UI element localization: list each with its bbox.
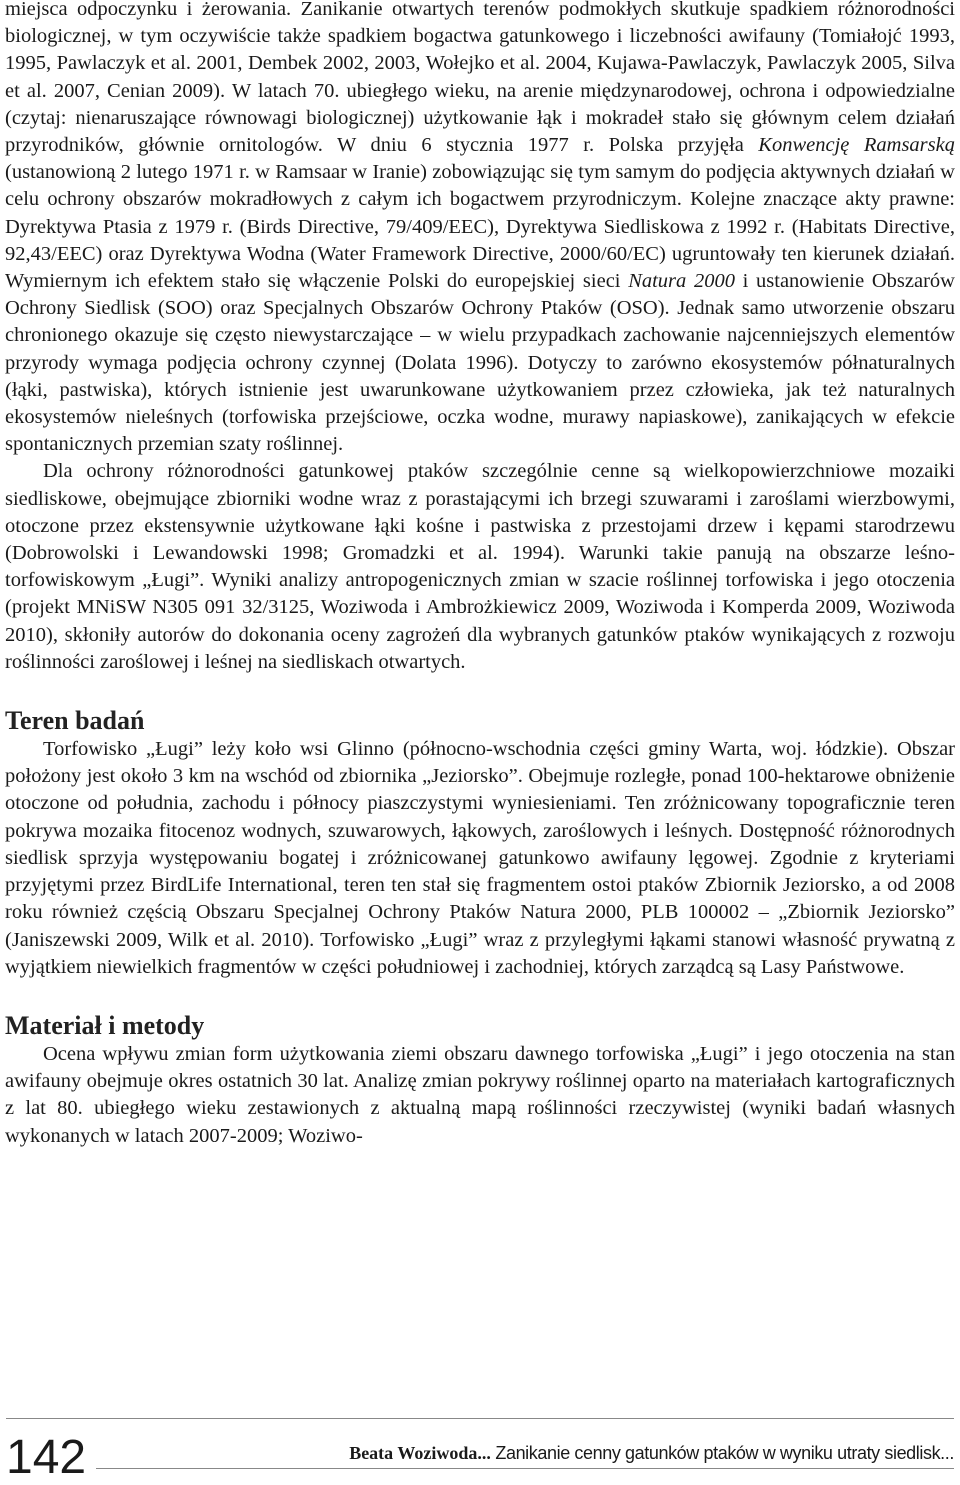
running-title-underline bbox=[96, 1468, 954, 1469]
section-teren-paragraph: Torfowisko „Ługi” leży koło wsi Glinno (północno-wschodnia części gminy Warta, woj. łódzkie). Obszar położony jest około 3 km na wschód od zbiornika „Jeziorsko”. Obejmuje rozległe, ponad 100-hektarowe obniżenie otoczone od południa, zachodu i północy piaszczystymi wyniesieniami. Ten zróżnicowany topograficznie teren pokrywa mozaika fitocenoz wodnych, szuwarowych, łąkowych, zaroślowych i leśnych. Dostępność różnorodnych siedlisk sprzyja występowaniu bogatej i zróżnicowanej gatunkowo awifauny lęgowej. Zgodnie z kryteriami przyjętymi przez BirdLife International, teren ten stał się fragmentem ostoi ptaków Zbiornik Jeziorsko, a od 2008 roku również częścią Obszaru Specjalnej Ochrony Ptaków Natura 2000, PLB 100002 – „Zbiornik Jeziorsko” (Janiszewski 2009, Wilk et al. 2010). Torfowisko „Ługi” wraz z przyległymi łąkami stanowi własność prywatną z wyjątkiem niewielkich fragmentów w części południowej i zachodniej, których zarządcą są Lasy Państwowe. bbox=[5, 738, 955, 978]
body-paragraph-1 bbox=[5, 0, 955, 458]
paragraph-1-italic-ramsar: Konwencję Ramsarską bbox=[758, 134, 955, 157]
footer-rule bbox=[6, 1418, 954, 1419]
running-title-author: Beata Woziwoda... bbox=[349, 1443, 491, 1463]
paragraph-1-italic-natura: Natura 2000 bbox=[628, 270, 735, 293]
document-page bbox=[5, 0, 955, 1150]
paragraph-1-text-a: miejsca odpoczynku i żerowania. Zanikanie otwartych terenów podmokłych skutkuje spadkiem różnorodności biologicznej, w tym oczywiście także spadkiem bogactwa gatunkowego i liczebności awifauny (Tomiałojć 1993, 1995, Pawlaczyk et al. 2001, Dembek 2002, 2003, Wołejko et al. 2004, Kujawa-Pawlaczyk, Pawlaczyk 2005, Silva et al. 2007, Cenian 2009). W latach 70. ubiegłego wieku, na arenie międzynarodowej, ochrona i odpowiedzialne (czytaj: nienaruszające równowagi biologicznej) użytkowanie łąk i mokradeł stało się głównym celem działań przyrodników, głównie ornitologów. W dniu 6 stycznia 1977 r. Polska przyjęła bbox=[5, 0, 955, 157]
paragraph-1-text-c: i ustanowienie Obszarów Ochrony Siedlisk (SOO) oraz Specjalnych Obszarów Ochrony Ptaków (OSO). Jednak samo utworzenie obszaru chronionego okazuje się często niewystarczające – w wielu przypadkach zachowanie najcenniejszych elementów przyrody wymaga podjęcia ochrony czynnej (Dolata 1996). Dotyczy to zarówno ekosystemów półnaturalnych (łąki, pastwiska), których istnienie jest uwarunkowane użytkowaniem przez człowieka, jak też naturalnych ekosystemów nieleśnych (torfowiska przejściowe, oczka wodne, murawy napiaskowe), zanikających w efekcie spontanicznych przemian szaty roślinnej. bbox=[5, 270, 955, 456]
section-material-paragraph: Ocena wpływu zmian form użytkowania ziemi obszaru dawnego torfowiska „Ługi” i jego otoczenia na stan awifauny obejmuje okres ostatnich 30 lat. Analizę zmian pokrywy roślinnej oparto na materiałach kartograficznych z lat 80. ubiegłego wieku zestawionych z aktualną mapą roślinności rzeczywistej (wyniki badań własnych wykonanych w latach 2007-2009; Woziwo- bbox=[5, 1042, 955, 1147]
body-paragraph-2: Dla ochrony różnorodności gatunkowej ptaków szczególnie cenne są wielkopowierzchniowe mozaiki siedliskowe, obejmujące zbiorniki wodne wraz z porastającymi ich brzegi szuwarami i zaroślami wierzbowymi, otoczone przez ekstensywnie użytkowane łąki kośne i pastwiska z przestojami drzew i kępami starodrzewu (Dobrowolski i Lewandowski 1998; Gromadzki et al. 1994). Warunki takie panują na obszarze leśno-torfowiskowym „Ługi”. Wyniki analizy antropogenicznych zmian w szacie roślinnej torfowiska i jego otoczenia (projekt MNiSW N305 091 32/3125, Woziwoda i Ambrożkiewicz 2009, Woziwoda i Komperda 2009, Woziwoda 2010), skłoniły autorów do dokonania oceny zagrożeń dla wybranych gatunków ptaków wynikających z rozwoju roślinności zaroślowej i leśnej na siedliskach otwartych. bbox=[5, 460, 955, 673]
page-footer bbox=[0, 1418, 960, 1485]
paragraph-1-text-b: (ustanowioną 2 lutego 1971 r. w Ramsaar w Iranie) zobowiązując się tym samym do podjęcia aktywnych działań w celu ochrony obszarów mokradłowych z całym ich bogactwem przyrodniczym. Kolejne znaczące akty prawne: Dyrektywa Ptasia z 1979 r. (Birds Directive, 79/409/EEC), Dyrektywa Siedliskowa z 1992 r. (Habitats Directive, 92,43/EEC) oraz Dyrektywa Wodna (Water Framework Directive, 2000/60/EC) ugruntowały ten kierunek działań. Wymiernym ich efektem stało się włączenie Polski do europejskiej sieci bbox=[5, 161, 955, 293]
section-heading-teren-badan: Teren badań bbox=[5, 706, 145, 736]
page-number: 142 bbox=[6, 1431, 87, 1484]
running-title bbox=[349, 1442, 954, 1464]
section-heading-material-i-metody: Materiał i metody bbox=[5, 1010, 205, 1040]
running-title-text: Zanikanie cenny gatunków ptaków w wyniku utraty siedlisk... bbox=[495, 1443, 954, 1463]
